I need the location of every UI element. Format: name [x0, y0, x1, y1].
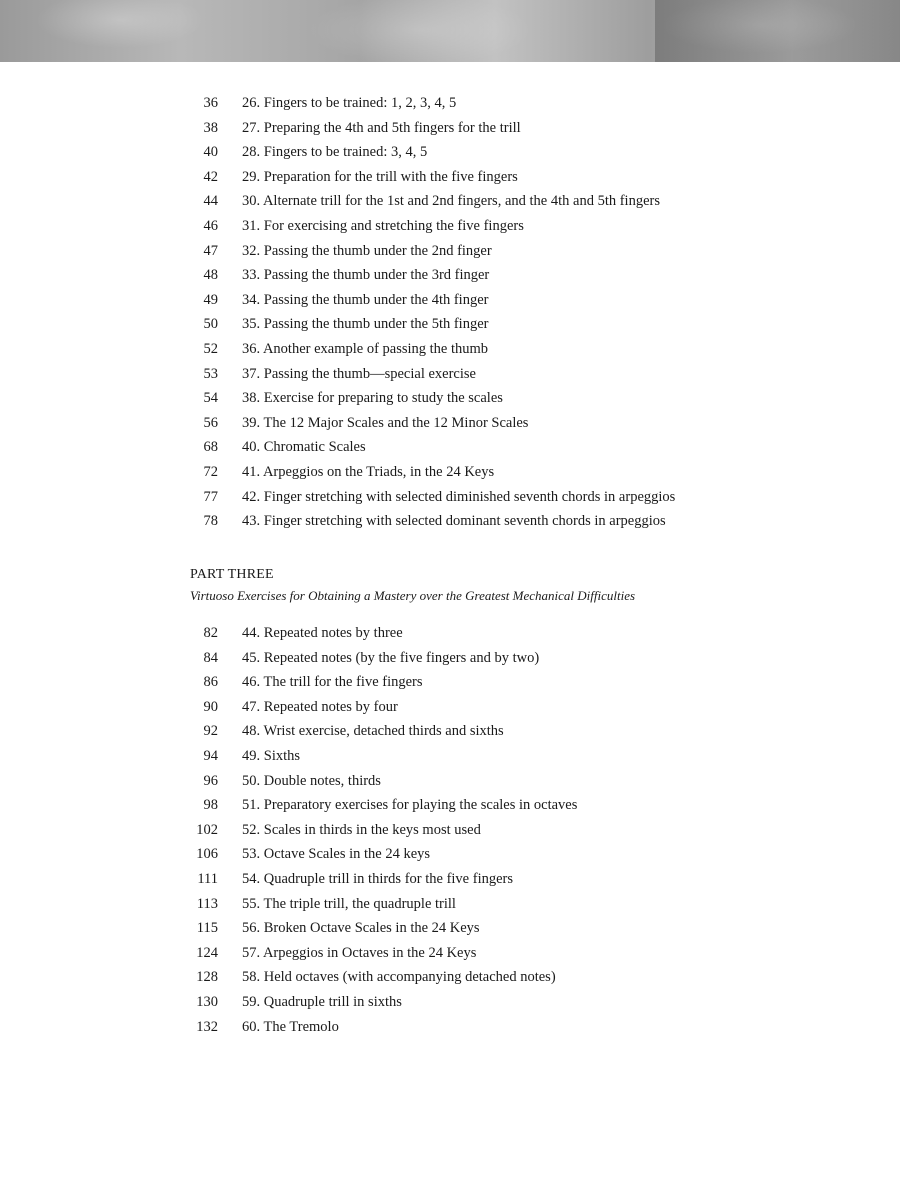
toc-entry	[0, 991, 900, 1013]
toc-entry	[0, 1016, 900, 1038]
toc-page-number: 36	[203, 95, 218, 111]
toc-entry-title: 58. Held octaves (with accompanying detached notes)	[242, 969, 556, 986]
toc-entry-title: 42. Finger stretching with selected diminished seventh chords in arpeggios	[242, 488, 676, 505]
toc-page-number: 48	[203, 267, 218, 284]
toc-entry	[0, 819, 900, 841]
toc-entry-title: 41. Arpeggios on the Triads, in the 24 Keys	[242, 464, 495, 480]
toc-entry-title: 55. The triple trill, the quadruple trill	[242, 895, 456, 912]
header-banner-shade	[655, 0, 900, 62]
toc-entry-title: 60. The Tremolo	[242, 1018, 339, 1035]
toc-entry-title: 29. Preparation for the trill with the five fingers	[242, 168, 518, 185]
toc-page-number: 84	[203, 649, 218, 666]
toc-entry	[0, 966, 900, 988]
toc-entry	[0, 363, 900, 385]
toc-entry	[0, 510, 900, 532]
toc-entry	[0, 92, 900, 114]
toc-page-number: 90	[203, 698, 218, 715]
toc-entry	[0, 215, 900, 237]
toc-page-number: 113	[196, 895, 218, 912]
toc-page-number: 40	[203, 144, 218, 161]
toc-entry-title: 47. Repeated notes by four	[242, 698, 398, 715]
toc-entry-title: 49. Sixths	[242, 748, 301, 764]
toc-entry	[0, 338, 900, 360]
toc-entry-title: 26. Fingers to be trained: 1, 2, 3, 4, 5	[242, 95, 457, 111]
toc-entry	[0, 166, 900, 188]
toc-entry-title: 48. Wrist exercise, detached thirds and sixths	[242, 723, 504, 740]
toc-entry-title: 53. Octave Scales in the 24 keys	[242, 846, 431, 863]
toc-entry-title: 38. Exercise for preparing to study the scales	[242, 390, 503, 407]
toc-page-number: 72	[203, 464, 218, 480]
toc-page-number: 92	[203, 723, 218, 740]
toc-page-number: 38	[203, 119, 218, 136]
toc-entry-title: 28. Fingers to be trained: 3, 4, 5	[242, 144, 428, 161]
toc-entry	[0, 745, 900, 767]
toc-entry-title: 51. Preparatory exercises for playing the scales in octaves	[242, 797, 578, 814]
toc-page-number: 52	[203, 341, 218, 357]
toc-entry-title: 27. Preparing the 4th and 5th fingers for the trill	[242, 119, 521, 136]
toc-entry	[0, 264, 900, 286]
toc-page-number: 77	[203, 488, 218, 505]
toc-page-number: 54	[203, 390, 218, 407]
toc-page-number: 130	[196, 994, 218, 1010]
toc-entry	[0, 696, 900, 718]
toc-entry	[0, 917, 900, 939]
toc-entry	[0, 240, 900, 262]
toc-entry-title: 30. Alternate trill for the 1st and 2nd fingers, and the 4th and 5th fingers	[242, 193, 660, 210]
toc-entry-title: 45. Repeated notes (by the five fingers and by two)	[242, 649, 540, 666]
toc-entry	[0, 647, 900, 669]
toc-page-number: 78	[203, 513, 218, 530]
toc-entry-title: 35. Passing the thumb under the 5th finger	[242, 316, 489, 333]
toc-page-number: 128	[196, 969, 218, 986]
toc-page-number: 124	[196, 944, 218, 961]
toc-entry	[0, 770, 900, 792]
toc-page-number: 49	[203, 291, 218, 308]
toc-entry	[0, 486, 900, 508]
toc-entry	[0, 843, 900, 865]
toc-entry-title: 34. Passing the thumb under the 4th finger	[242, 291, 489, 308]
toc-entry	[0, 313, 900, 335]
toc-page-number: 82	[203, 625, 218, 641]
toc-entry-title: 37. Passing the thumb—special exercise	[242, 365, 476, 382]
toc-page-number: 42	[203, 168, 218, 185]
toc-page-number: 46	[203, 218, 218, 234]
toc-page-number: 94	[203, 748, 218, 764]
toc-entry-title: 52. Scales in thirds in the keys most used	[242, 821, 481, 838]
toc-entry	[0, 412, 900, 434]
toc-entry	[0, 794, 900, 816]
toc-page-number: 53	[203, 365, 218, 382]
toc-entry	[0, 942, 900, 964]
toc-entry	[0, 436, 900, 458]
toc-entry-title: 31. For exercising and stretching the five fingers	[242, 218, 524, 234]
toc-entry	[0, 117, 900, 139]
toc-entry-title: 36. Another example of passing the thumb	[242, 341, 489, 357]
toc-page-number: 47	[203, 242, 218, 259]
toc-entry-title: 39. The 12 Major Scales and the 12 Minor Scales	[242, 414, 529, 431]
toc-entry	[0, 461, 900, 483]
toc-entry-title: 32. Passing the thumb under the 2nd finger	[242, 242, 492, 259]
toc-entry	[0, 868, 900, 890]
toc-page-number: 56	[203, 414, 218, 431]
toc-page-number: 44	[203, 193, 218, 210]
toc-entry-title: 56. Broken Octave Scales in the 24 Keys	[242, 920, 480, 937]
toc-entry	[0, 387, 900, 409]
toc-entry	[0, 720, 900, 742]
toc-entry-title: 40. Chromatic Scales	[242, 439, 366, 456]
toc-page-number: 132	[196, 1018, 218, 1035]
toc-page-number: 68	[203, 439, 218, 456]
toc-entry	[0, 893, 900, 915]
toc-entry-title: 57. Arpeggios in Octaves in the 24 Keys	[242, 944, 477, 961]
toc-page-number: 96	[203, 772, 218, 789]
toc-page-number: 98	[203, 797, 218, 814]
toc-entry-title: 46. The trill for the five fingers	[242, 674, 423, 691]
part-three-heading: PART THREE	[190, 567, 274, 582]
toc-page-number: 111	[197, 871, 218, 887]
toc-page-number: 102	[196, 821, 218, 838]
part-three-subtitle: Virtuoso Exercises for Obtaining a Mastery over the Greatest Mechanical Difficulties	[190, 588, 636, 603]
toc-page-number: 50	[203, 316, 218, 333]
toc-entry	[0, 190, 900, 212]
toc-entry	[0, 622, 900, 644]
toc-page-number: 86	[203, 674, 218, 691]
toc-entry	[0, 141, 900, 163]
toc-entry-title: 50. Double notes, thirds	[242, 772, 381, 789]
toc-entry	[0, 671, 900, 693]
toc-entry-title: 33. Passing the thumb under the 3rd finger	[242, 267, 490, 284]
toc-entry	[0, 289, 900, 311]
toc-entry-title: 54. Quadruple trill in thirds for the five fingers	[242, 871, 514, 887]
toc-page-number: 115	[196, 920, 218, 937]
toc-entry-title: 44. Repeated notes by three	[242, 625, 403, 641]
toc-page-number: 106	[196, 846, 218, 863]
toc-entry-title: 59. Quadruple trill in sixths	[242, 994, 402, 1010]
toc-entry-title: 43. Finger stretching with selected dominant seventh chords in arpeggios	[242, 513, 666, 530]
